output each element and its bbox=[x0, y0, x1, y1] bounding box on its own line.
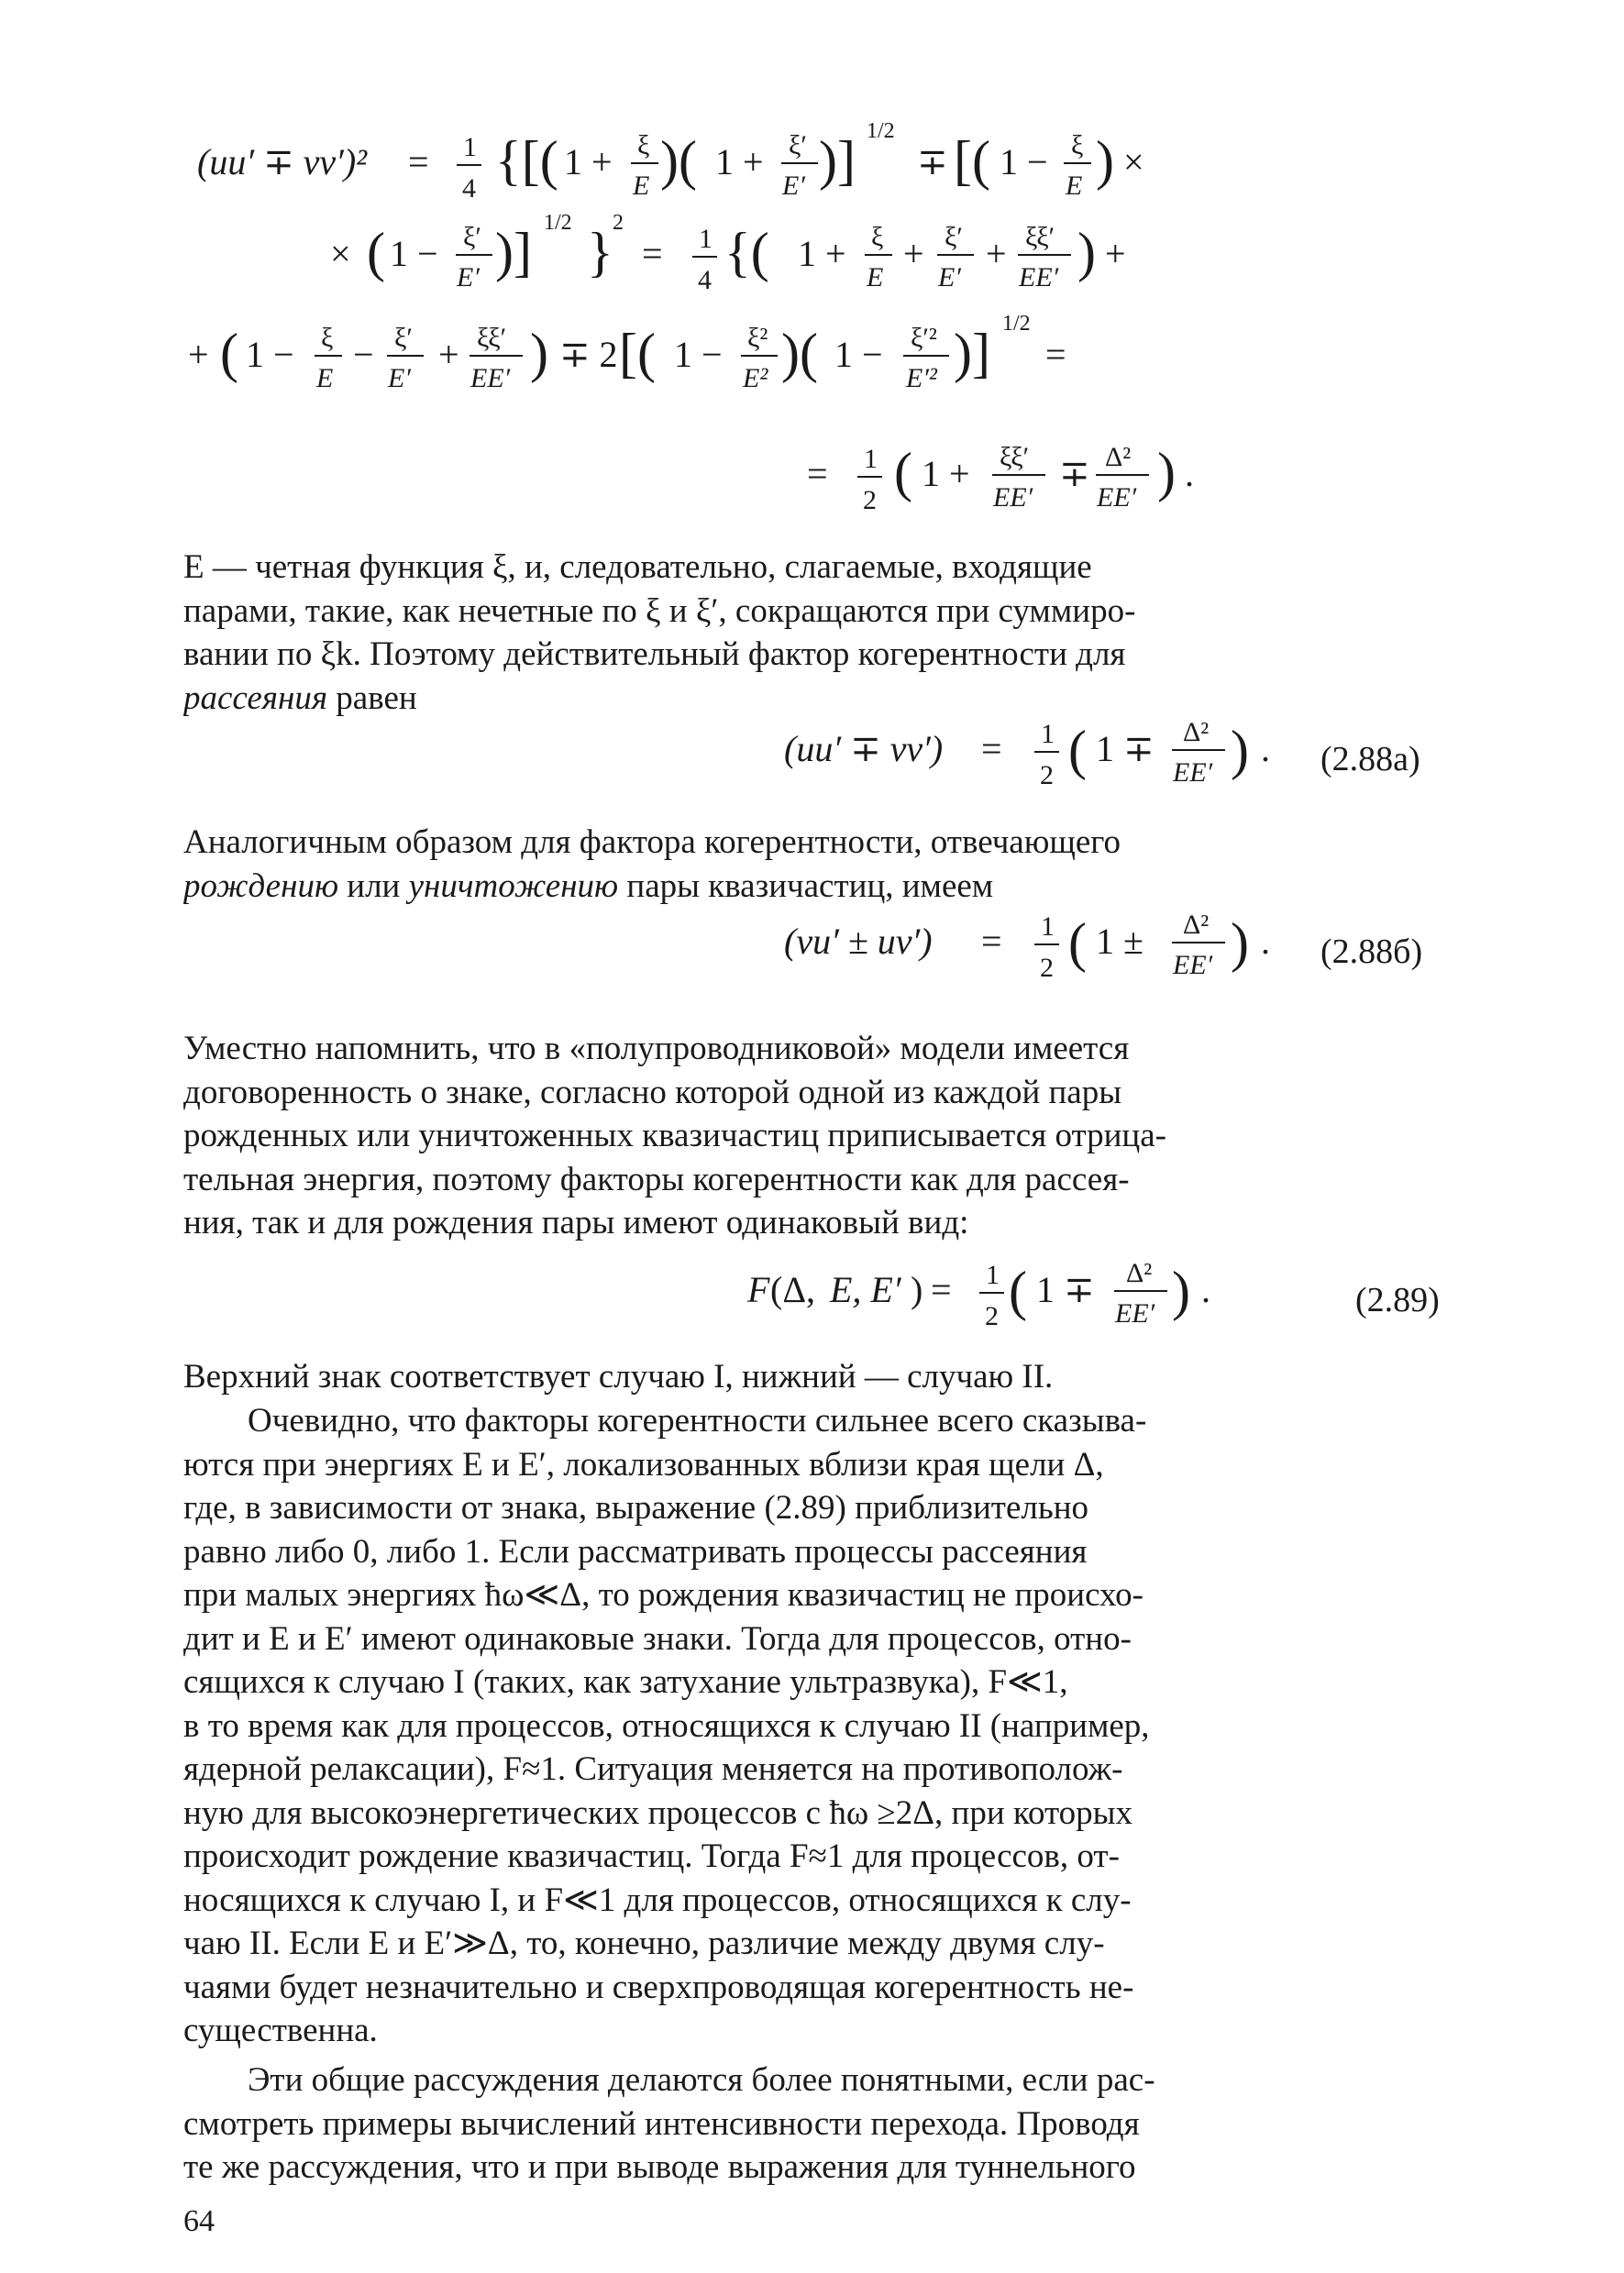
text-line: чаю II. Если E и E′≫Δ, то, конечно, различие между двумя слу- bbox=[183, 1925, 1105, 1962]
svg-text:): ) bbox=[530, 323, 548, 383]
svg-text:Δ²: Δ² bbox=[1183, 910, 1210, 940]
text-line: существенна. bbox=[183, 2012, 378, 2049]
text-line: рассеяния равен bbox=[183, 679, 417, 717]
svg-text:=: = bbox=[1045, 334, 1066, 375]
svg-text:[(: [( bbox=[619, 323, 656, 383]
svg-text:.: . bbox=[1261, 728, 1270, 769]
svg-text:1 −: 1 − bbox=[390, 233, 438, 274]
svg-text:)(: )( bbox=[660, 130, 697, 191]
page-number: 64 bbox=[183, 2204, 215, 2238]
text-line: парами, такие, как нечетные по ξ и ξ′, сокращаются при суммиро- bbox=[183, 591, 1136, 630]
equation-number: (2.88а) bbox=[1320, 740, 1420, 778]
svg-text:−: − bbox=[353, 334, 374, 375]
svg-text:ξ′: ξ′ bbox=[945, 222, 963, 252]
svg-text:4: 4 bbox=[698, 265, 712, 295]
svg-text:ξ²: ξ² bbox=[747, 323, 768, 353]
svg-text:EE′: EE′ bbox=[1173, 950, 1213, 980]
svg-text:2: 2 bbox=[863, 485, 877, 515]
svg-text:E′: E′ bbox=[938, 262, 961, 292]
equation-line-3 bbox=[188, 312, 1066, 393]
text-line: при малых энергиях ħω≪Δ, то рождения квазичастиц не происхо- bbox=[183, 1576, 1143, 1614]
svg-text:×: × bbox=[1123, 141, 1144, 182]
equation-2-89 bbox=[0, 1247, 1624, 1348]
svg-text:E′: E′ bbox=[388, 363, 411, 393]
text-line: смотреть примеры вычислений интенсивности перехода. Проводя bbox=[183, 2104, 1140, 2143]
equation-line-4 bbox=[807, 442, 1194, 515]
paragraph-examples bbox=[183, 2058, 1469, 2190]
text-line: рожденных или уничтоженных квазичастиц приписывается отрица- bbox=[183, 1117, 1166, 1154]
svg-text:): ) bbox=[911, 1269, 923, 1310]
text-line: вании по ξk. Поэтому действительный фактор когерентности для bbox=[183, 635, 1126, 673]
svg-text:(: ( bbox=[894, 442, 912, 502]
svg-text:ξ′²: ξ′² bbox=[911, 323, 937, 353]
svg-text:ξξ′: ξξ′ bbox=[1025, 222, 1055, 252]
italic-term: уничтожению bbox=[408, 866, 619, 905]
svg-text:.: . bbox=[1201, 1269, 1210, 1310]
text-line: Аналогичным образом для фактора когерентности, отвечающего bbox=[183, 823, 1121, 861]
svg-text:2: 2 bbox=[613, 211, 624, 235]
svg-text:1/2: 1/2 bbox=[1002, 312, 1031, 336]
svg-text:(vu′ ± uv′): (vu′ ± uv′) bbox=[784, 921, 933, 962]
svg-text:): ) bbox=[1077, 222, 1096, 282]
paragraph-even-function bbox=[183, 546, 1469, 720]
text-line: в то время как для процессов, относящихся к случаю II (например, bbox=[183, 1706, 1150, 1745]
svg-text:(: ( bbox=[1009, 1261, 1027, 1321]
svg-text:)]: )] bbox=[819, 130, 856, 191]
svg-text:∓: ∓ bbox=[1059, 453, 1090, 494]
svg-text:ξ′: ξ′ bbox=[789, 130, 807, 160]
svg-text:1: 1 bbox=[986, 1260, 1000, 1290]
svg-text:1: 1 bbox=[699, 224, 713, 254]
text-line: Очевидно, что факторы когерентности сильнее всего сказыва- bbox=[248, 1402, 1147, 1440]
svg-text:): ) bbox=[1096, 130, 1114, 191]
svg-text:EE′: EE′ bbox=[1173, 757, 1213, 788]
text-line: дит и E и E′ имеют одинаковые знаки. Тогда для процессов, отно- bbox=[183, 1619, 1132, 1658]
text-line: тельная энергия, поэтому факторы когерентности как для рассея- bbox=[183, 1160, 1130, 1198]
svg-text:1 +: 1 + bbox=[564, 141, 613, 182]
svg-text:E: E bbox=[867, 262, 884, 292]
svg-text:1 −: 1 − bbox=[834, 334, 883, 375]
svg-text:1 +: 1 + bbox=[922, 453, 970, 494]
text-line: ются при энергиях E и E′, локализованных вблизи края щели Δ, bbox=[183, 1445, 1104, 1484]
svg-text:EE′: EE′ bbox=[1115, 1298, 1155, 1329]
svg-text:E: E bbox=[1066, 171, 1083, 201]
svg-text:ξ′: ξ′ bbox=[394, 323, 413, 353]
svg-text:EE′: EE′ bbox=[1019, 262, 1059, 292]
svg-text:+: + bbox=[438, 334, 459, 375]
svg-text:1 −: 1 − bbox=[674, 334, 723, 375]
svg-text:E: E bbox=[633, 171, 650, 201]
text-line: ядерной релаксации), F≈1. Ситуация меняется на противополож- bbox=[183, 1750, 1123, 1788]
svg-text:ξ: ξ bbox=[637, 130, 650, 160]
svg-text:+: + bbox=[188, 334, 209, 375]
svg-text:): ) bbox=[1157, 442, 1176, 502]
svg-text:1/2: 1/2 bbox=[867, 119, 895, 143]
svg-text:(: ( bbox=[1068, 912, 1087, 973]
svg-text:)]: )] bbox=[954, 323, 990, 383]
paragraph-sign-cases bbox=[183, 1355, 1469, 1399]
svg-text:+: + bbox=[903, 233, 924, 274]
italic-term: рождению bbox=[183, 866, 339, 905]
text-line: Эти общие рассуждения делаются более понятными, если рас- bbox=[248, 2061, 1155, 2099]
text-line: Верхний знак соответствует случаю I, нижний — случаю II. bbox=[183, 1358, 1054, 1396]
svg-text:}: } bbox=[587, 222, 613, 282]
text-line: чаями будет незначительно и сверхпроводящая когерентность не- bbox=[183, 1968, 1134, 2006]
text-line: договоренность о знаке, согласно которой одной из каждой пары bbox=[183, 1073, 1122, 1111]
svg-text:1 +: 1 + bbox=[715, 141, 764, 182]
svg-text:(uu′ ∓ vv′): (uu′ ∓ vv′) bbox=[784, 728, 944, 769]
text-line: те же рассуждения, что и при выводе выражения для туннельного bbox=[183, 2148, 1136, 2186]
svg-text:=: = bbox=[642, 233, 663, 274]
svg-text:=: = bbox=[408, 141, 429, 182]
italic-term: рассеяния bbox=[183, 679, 328, 717]
text-line: сящихся к случаю I (таких, как затухание ультразвука), F≪1, bbox=[183, 1663, 1068, 1701]
svg-text:E: E bbox=[316, 363, 334, 393]
svg-text:(: ( bbox=[367, 222, 385, 282]
svg-text:ξ: ξ bbox=[321, 323, 334, 353]
svg-text:(uu′ ∓ vv′)²: (uu′ ∓ vv′)² bbox=[197, 141, 368, 182]
svg-text:{(: {( bbox=[724, 222, 769, 282]
svg-text:EE′: EE′ bbox=[993, 482, 1033, 513]
svg-text:)]: )] bbox=[495, 222, 532, 282]
svg-text:Δ²: Δ² bbox=[1126, 1258, 1153, 1288]
paragraph-creation-annihilation bbox=[183, 821, 1469, 908]
svg-text:=: = bbox=[981, 921, 1002, 962]
svg-text:+: + bbox=[1105, 233, 1126, 274]
text-line: носящихся к случаю I, и F≪1 для процессов, относящихся к слу- bbox=[183, 1881, 1132, 1919]
svg-text:=: = bbox=[981, 728, 1002, 769]
svg-text:{[(: {[( bbox=[495, 130, 558, 191]
svg-text:1 −: 1 − bbox=[1000, 141, 1048, 182]
derivation-equation bbox=[0, 0, 1624, 550]
paragraph-semiconductor-model bbox=[183, 1027, 1469, 1245]
svg-text:1 ∓: 1 ∓ bbox=[1096, 728, 1154, 769]
svg-text:1: 1 bbox=[1041, 719, 1055, 749]
svg-text:)(: )( bbox=[781, 323, 818, 383]
text-line: рождению или уничтожению пары квазичастиц, имеем bbox=[183, 866, 994, 905]
text-line: равно либо 0, либо 1. Если рассматривать процессы рассеяния bbox=[183, 1532, 1088, 1571]
svg-text:ξ′: ξ′ bbox=[463, 222, 481, 252]
equation-line-2 bbox=[330, 211, 1126, 295]
svg-text:1/2: 1/2 bbox=[544, 211, 572, 235]
svg-text:E′²: E′² bbox=[906, 363, 937, 393]
svg-text:ξ: ξ bbox=[871, 222, 884, 252]
svg-text:∓ 2: ∓ 2 bbox=[559, 334, 618, 375]
svg-text:E′: E′ bbox=[457, 262, 480, 292]
svg-text:ξξ′: ξξ′ bbox=[477, 323, 507, 353]
svg-text:1 +: 1 + bbox=[798, 233, 846, 274]
svg-text:Δ²: Δ² bbox=[1183, 717, 1210, 747]
svg-text:1 −: 1 − bbox=[246, 334, 294, 375]
svg-text:E, E′: E, E′ bbox=[830, 1269, 901, 1310]
svg-text:): ) bbox=[1172, 1261, 1190, 1321]
svg-text:Δ²: Δ² bbox=[1105, 442, 1132, 472]
svg-text:2: 2 bbox=[1040, 953, 1054, 983]
svg-text:EE′: EE′ bbox=[470, 363, 511, 393]
svg-text:=: = bbox=[807, 453, 828, 494]
svg-text:(: ( bbox=[1068, 720, 1087, 780]
svg-text:×: × bbox=[330, 233, 351, 274]
text-line: ную для высокоэнергетических процессов с ħω ≥2Δ, при которых bbox=[183, 1793, 1133, 1832]
svg-text:.: . bbox=[1185, 453, 1194, 494]
svg-text:[(: [( bbox=[954, 130, 990, 191]
svg-text:4: 4 bbox=[462, 173, 476, 204]
svg-text:1: 1 bbox=[1041, 911, 1055, 942]
text-line: Уместно напомнить, что в «полупроводниковой» модели имеется bbox=[183, 1030, 1130, 1067]
svg-text:+: + bbox=[986, 233, 1007, 274]
svg-text:=: = bbox=[931, 1269, 952, 1310]
text-line: E — четная функция ξ, и, следовательно, слагаемые, входящие bbox=[183, 548, 1092, 586]
svg-text:2: 2 bbox=[1040, 760, 1054, 790]
svg-text:): ) bbox=[1231, 720, 1249, 780]
equation-number: (2.89) bbox=[1355, 1281, 1440, 1319]
svg-text:1: 1 bbox=[864, 444, 878, 474]
svg-text:EE′: EE′ bbox=[1097, 482, 1137, 513]
svg-text:1 ±: 1 ± bbox=[1096, 921, 1143, 962]
svg-text:.: . bbox=[1261, 921, 1270, 962]
svg-text:E′: E′ bbox=[782, 171, 805, 201]
svg-text:(Δ,: (Δ, bbox=[770, 1269, 816, 1310]
equation-2-88a bbox=[0, 706, 1624, 807]
text-line: ния, так и для рождения пары имеют одинаковый вид: bbox=[183, 1204, 969, 1241]
svg-text:(: ( bbox=[220, 323, 238, 383]
text-line: где, в зависимости от знака, выражение (2.89) приблизительно bbox=[183, 1489, 1089, 1527]
svg-text:1 ∓: 1 ∓ bbox=[1036, 1269, 1095, 1310]
equation-number: (2.88б) bbox=[1320, 932, 1423, 971]
svg-text:): ) bbox=[1231, 912, 1249, 973]
equation-2-88b bbox=[0, 899, 1624, 999]
svg-text:∓: ∓ bbox=[917, 141, 948, 182]
svg-text:1: 1 bbox=[463, 132, 477, 162]
svg-text:ξ: ξ bbox=[1071, 130, 1084, 160]
svg-text:ξξ′: ξξ′ bbox=[1000, 442, 1030, 472]
svg-text:2: 2 bbox=[985, 1301, 999, 1331]
svg-text:E²: E² bbox=[743, 363, 768, 393]
equation-line-1 bbox=[197, 119, 1144, 204]
svg-text:F: F bbox=[747, 1269, 770, 1310]
paragraph-coherence-effects bbox=[183, 1399, 1469, 2053]
text-line: происходит рождение квазичастиц. Тогда F≈1 для процессов, от- bbox=[183, 1837, 1120, 1875]
